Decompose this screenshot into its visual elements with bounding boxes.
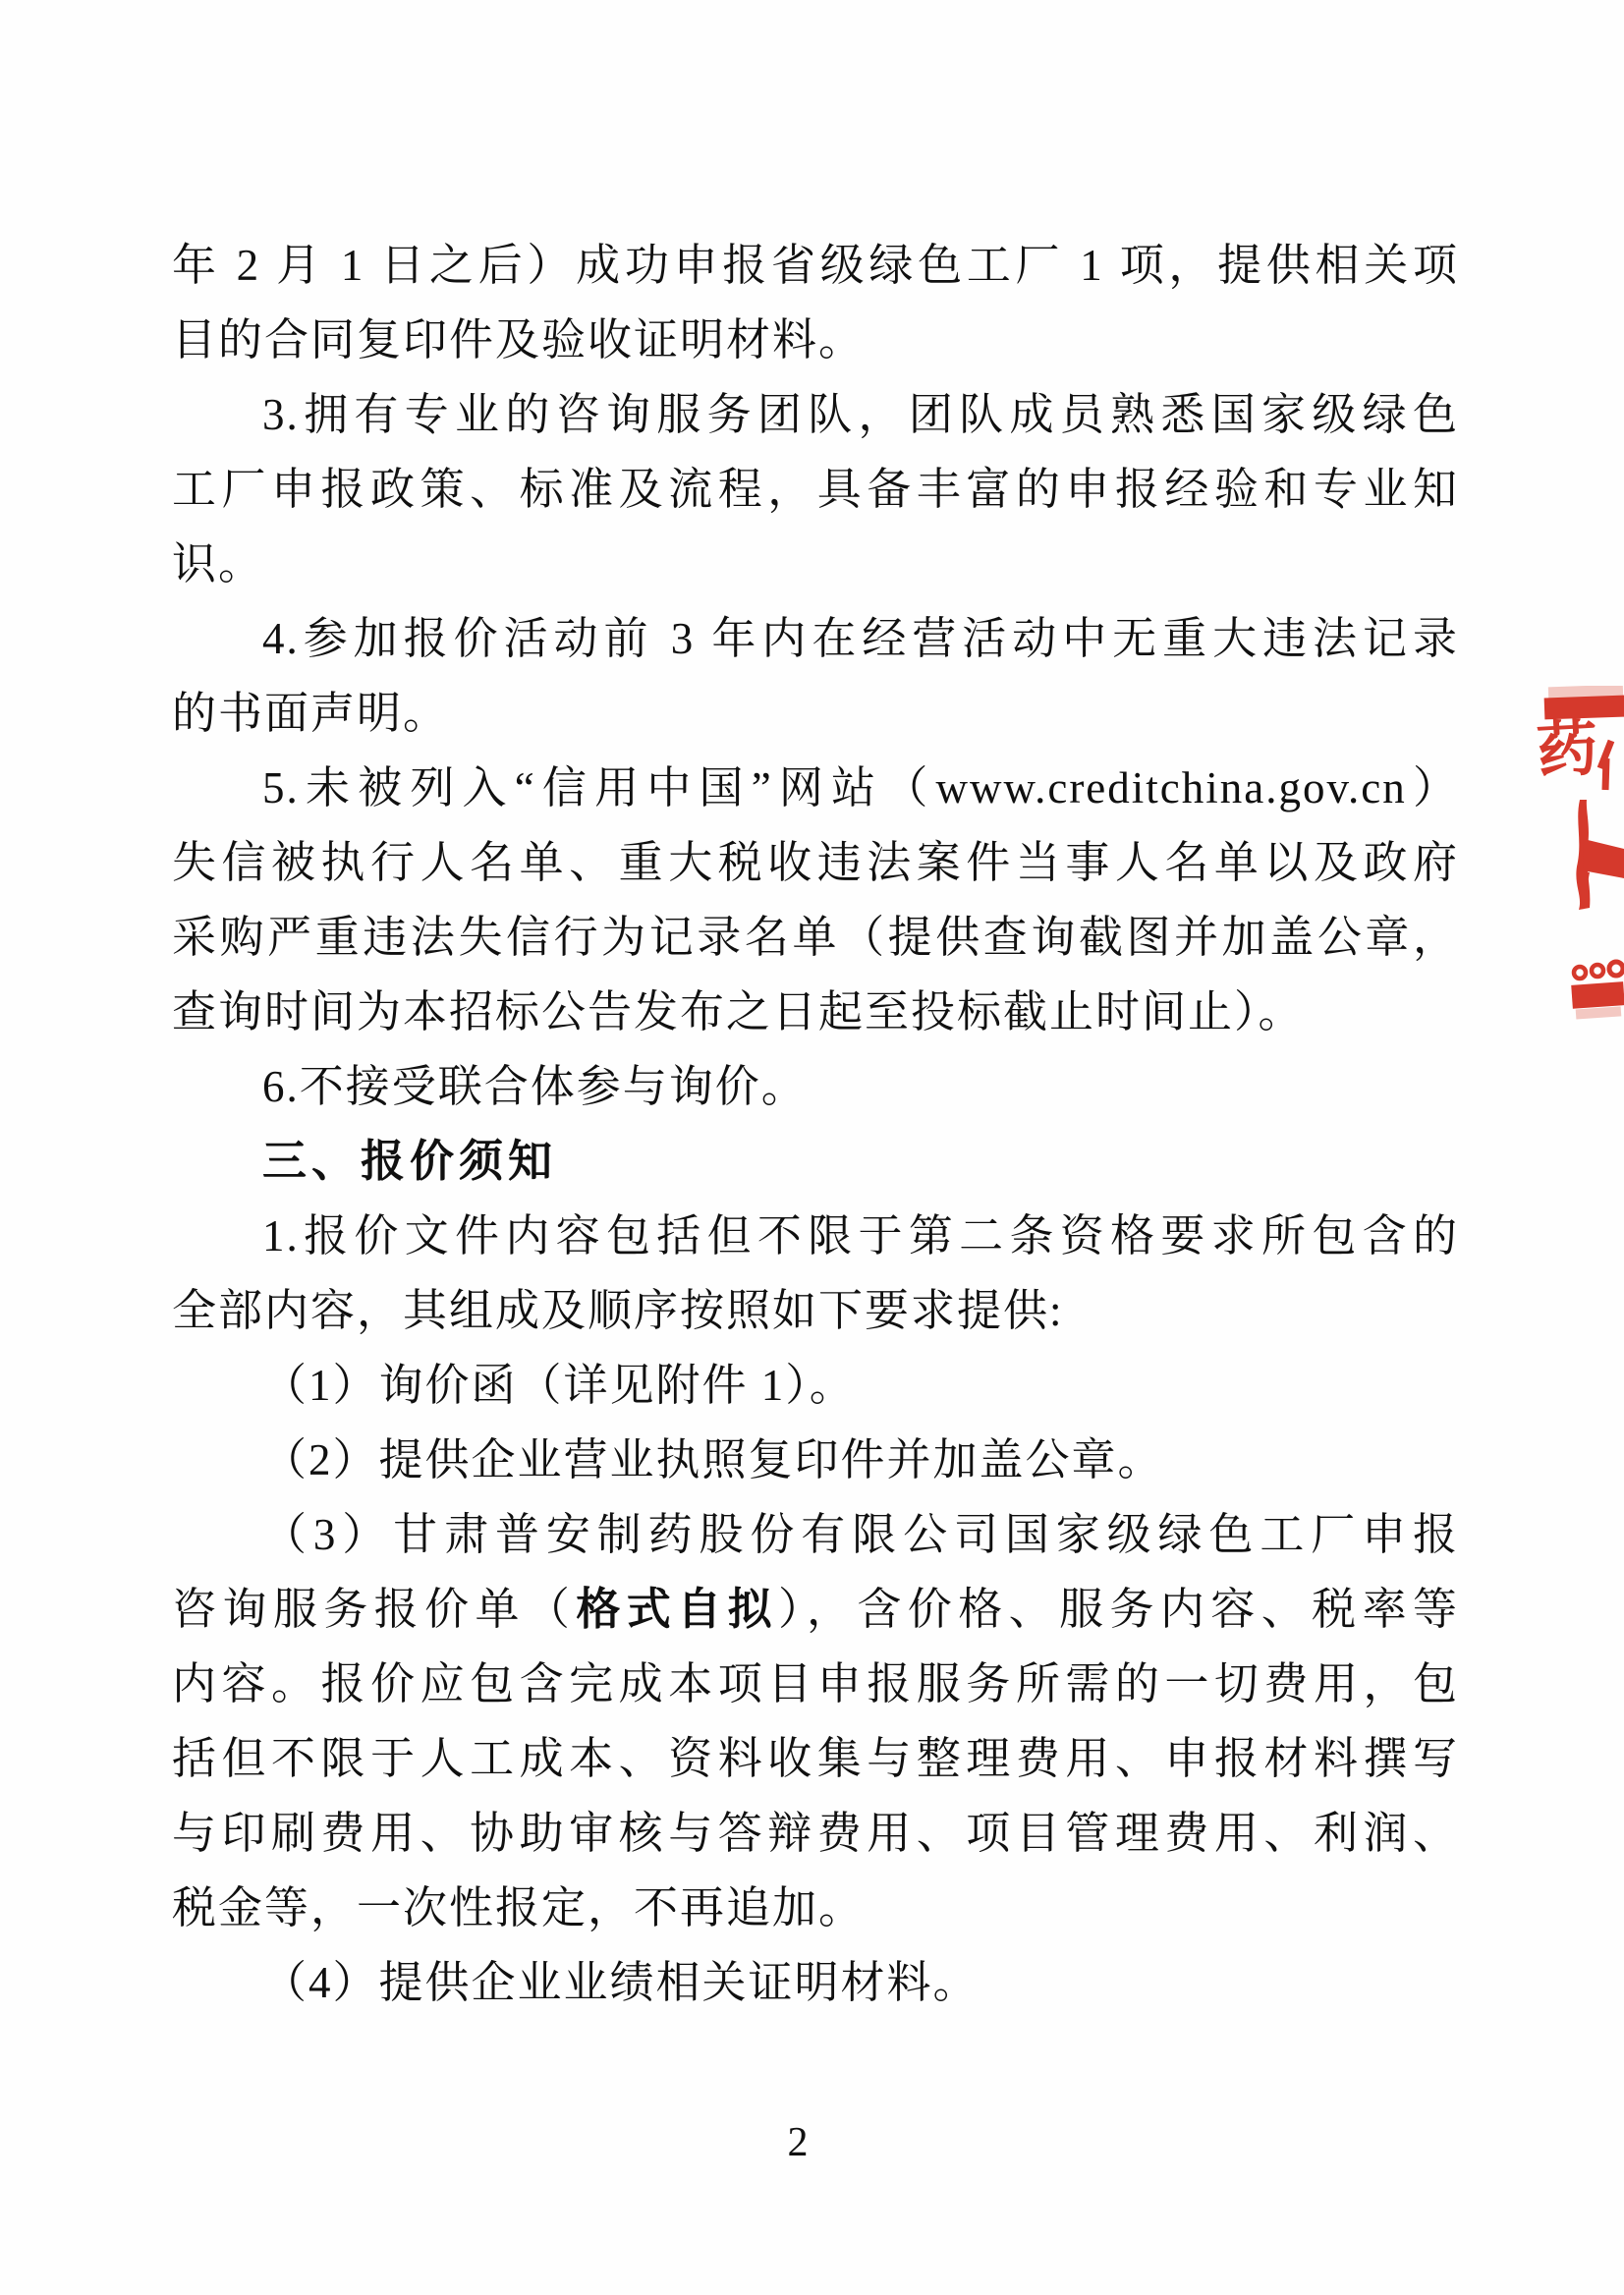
text-line	[172, 751, 1459, 825]
stamp-dots-bar	[1571, 962, 1624, 1020]
text-segment: 目的合同复印件及验收证明材料。	[172, 315, 866, 364]
emphasized-text: 格式自拟	[576, 1584, 779, 1634]
text-line	[172, 900, 1459, 975]
text-line	[172, 452, 1459, 527]
text-segment: 4.参加报价活动前 3 年内在经营活动中无重大违法记录	[262, 614, 1459, 663]
text-segment: （2）提供企业营业执照复印件并加盖公章。	[262, 1435, 1164, 1484]
text-line	[172, 1871, 1459, 1945]
text-segment: 咨询服务报价单（	[172, 1585, 577, 1634]
text-line	[172, 825, 1459, 900]
text-line	[172, 1497, 1459, 1572]
text-segment: 与印刷费用、协助审核与答辩费用、项目管理费用、利润、	[172, 1809, 1459, 1858]
text-segment: 失信被执行人名单、重大税收违法案件当事人名单以及政府	[172, 838, 1459, 887]
text-segment: 识。	[172, 539, 265, 588]
page-number: 2	[787, 2120, 809, 2165]
text-line	[172, 1796, 1459, 1871]
text-line	[172, 1049, 1459, 1124]
text-line	[172, 1348, 1459, 1423]
stamp-char: 药	[1535, 715, 1600, 786]
document-lines	[172, 228, 1459, 2020]
text-segment: 括但不限于人工成本、资料收集与整理费用、申报材料撰写	[172, 1734, 1459, 1783]
text-line	[172, 1199, 1459, 1273]
text-segment: ），含价格、服务内容、税率等	[778, 1585, 1459, 1634]
red-stamp-fragment	[1529, 686, 1624, 1025]
text-segment: 税金等，一次性报定，不再追加。	[172, 1883, 866, 1932]
text-segment: 查询时间为本招标公告发布之日起至投标截止时间止）。	[172, 987, 1305, 1036]
text-segment: 三、报价须知	[262, 1136, 558, 1186]
text-segment: （1）询价函（详见附件 1）。	[262, 1361, 856, 1410]
stamp-stroke	[1576, 800, 1624, 910]
text-segment: 采购严重违法失信行为记录名单（提供查询截图并加盖公章，	[172, 913, 1459, 962]
text-line	[172, 676, 1459, 751]
section-heading	[172, 1124, 1459, 1199]
text-segment: 内容。报价应包含完成本项目申报服务所需的一切费用，包	[172, 1659, 1459, 1708]
text-line	[172, 1945, 1459, 2020]
text-line	[172, 527, 1459, 601]
text-line	[172, 1721, 1459, 1796]
text-line	[172, 975, 1459, 1049]
text-line	[172, 1572, 1459, 1647]
text-segment: 5.未被列入“信用中国”网站（www.creditchina.gov.cn）	[262, 763, 1459, 812]
text-line	[172, 601, 1459, 676]
text-segment: 1.报价文件内容包括但不限于第二条资格要求所包含的	[262, 1211, 1459, 1260]
stamp-bar-top	[1544, 686, 1624, 719]
text-segment: 6.不接受联合体参与询价。	[262, 1062, 808, 1111]
text-segment: （4）提供企业业绩相关证明材料。	[262, 1958, 980, 2007]
stamp-partial-radical	[1600, 741, 1611, 790]
text-line	[172, 1423, 1459, 1497]
text-segment: 年 2 月 1 日之后）成功申报省级绿色工厂 1 项，提供相关项	[172, 241, 1459, 290]
text-segment: 3.拥有专业的咨询服务团队，团队成员熟悉国家级绿色	[262, 390, 1459, 439]
text-line	[172, 303, 1459, 377]
text-line	[172, 1647, 1459, 1721]
text-line	[172, 228, 1459, 303]
text-segment: 工厂申报政策、标准及流程，具备丰富的申报经验和专业知	[172, 465, 1459, 514]
text-segment: 的书面声明。	[172, 689, 450, 738]
text-line	[172, 377, 1459, 452]
text-segment: （3）甘肃普安制药股份有限公司国家级绿色工厂申报	[262, 1510, 1459, 1559]
text-segment: 全部内容，其组成及顺序按照如下要求提供:	[172, 1286, 1064, 1335]
text-line	[172, 1273, 1459, 1348]
